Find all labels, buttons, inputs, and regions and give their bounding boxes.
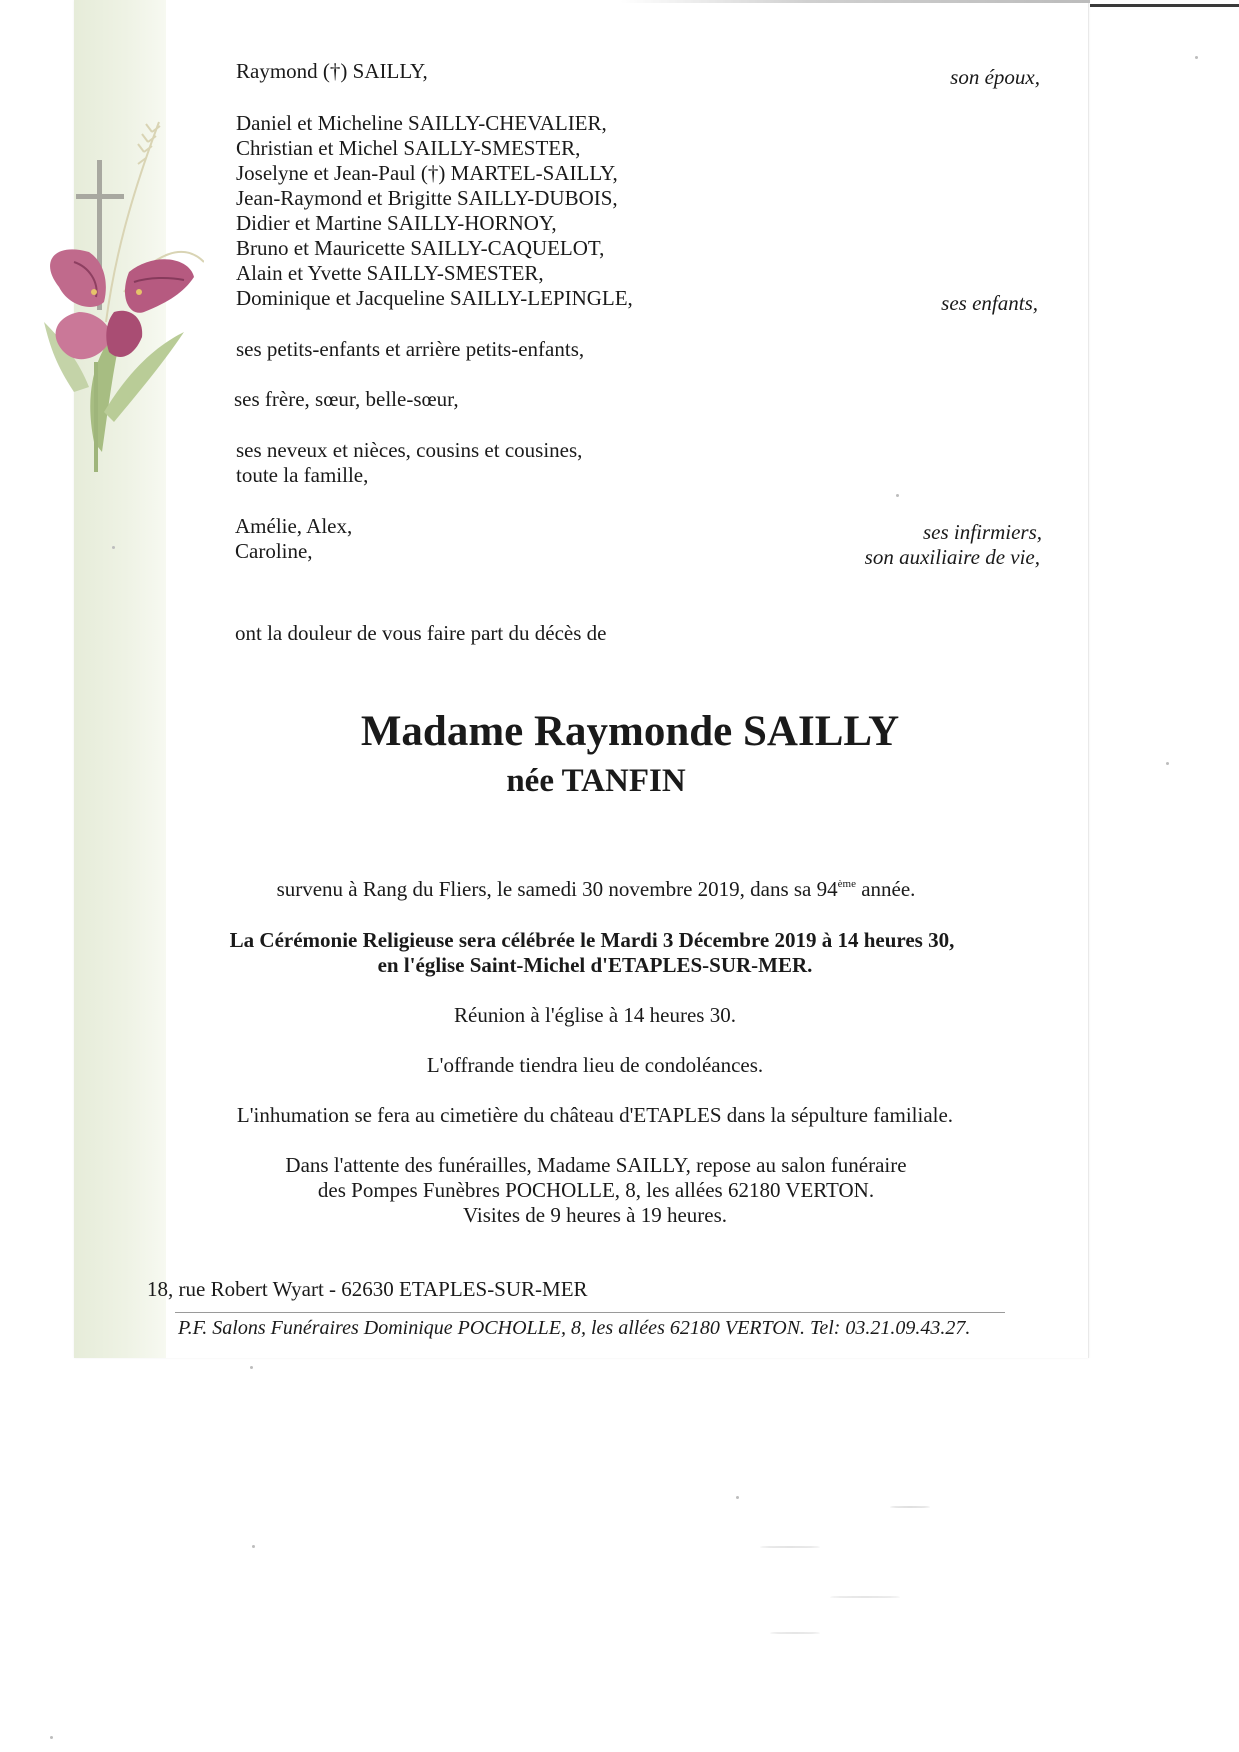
cross-and-lilies-illustration: [34, 112, 204, 472]
ceremony-line-2: en l'église Saint-Michel d'ETAPLES-SUR-MER.: [377, 953, 813, 977]
scan-edge-line: [620, 0, 1090, 3]
child-line: Dominique et Jacqueline SAILLY-LEPINGLE,: [236, 286, 633, 310]
funeral-home-line: P.F. Salons Funéraires Dominique POCHOLLE, 8, les allées 62180 VERTON. Tel: 03.21.09.43.27.: [178, 1317, 971, 1339]
scan-speck: [50, 1736, 53, 1739]
death-line: [76, 877, 1116, 902]
child-line: Bruno et Mauricette SAILLY-CAQUELOT,: [236, 236, 605, 260]
spouse-role: son époux,: [950, 65, 1040, 89]
visits-line: Visites de 9 heures à 19 heures.: [462, 1203, 728, 1227]
ceremony-line-1: La Cérémonie Religieuse sera célébrée le Mardi 3 Décembre 2019 à 14 heures 30,: [229, 928, 955, 952]
children-role: ses enfants,: [941, 291, 1038, 315]
rest-line-2: des Pompes Funèbres POCHOLLE, 8, les allées 62180 VERTON.: [317, 1178, 875, 1202]
whole-family-line: toute la famille,: [236, 463, 369, 487]
scan-speck: [760, 1546, 820, 1548]
death-line-superscript: ème: [837, 878, 856, 890]
spouse-name: Raymond (†) SAILLY,: [236, 59, 428, 83]
scan-speck: [112, 546, 115, 549]
nephews-line: ses neveux et nièces, cousins et cousines,: [236, 438, 583, 462]
child-line: Jean-Raymond et Brigitte SAILLY-DUBOIS,: [236, 186, 618, 210]
carer-line: Amélie, Alex,: [235, 514, 353, 538]
scan-speck: [736, 1496, 739, 1499]
scan-speck: [1166, 762, 1169, 765]
scan-speck: [890, 1506, 930, 1508]
scan-speck: [770, 1632, 820, 1634]
footer-divider: [175, 1312, 1005, 1313]
carers-role-nurses: ses infirmiers,: [922, 520, 1042, 544]
scan-speck: [250, 1366, 253, 1369]
deceased-maiden-name: née TANFIN: [506, 763, 686, 799]
deceased-name: Madame Raymonde SAILLY: [360, 708, 900, 755]
meeting-line: Réunion à l'église à 14 heures 30.: [454, 1003, 736, 1027]
siblings-line: ses frère, sœur, belle-sœur,: [234, 387, 459, 411]
scan-speck: [1195, 56, 1198, 59]
scan-speck: [252, 1545, 255, 1548]
family-address: 18, rue Robert Wyart - 62630 ETAPLES-SUR-MER: [147, 1277, 588, 1301]
announcement-line: ont la douleur de vous faire part du décès de: [235, 621, 607, 645]
carer-line: Caroline,: [235, 539, 313, 563]
scan-edge-line-dark: [1090, 4, 1239, 7]
death-line-end: année.: [855, 877, 916, 901]
scan-speck: [896, 494, 899, 497]
child-line: Didier et Martine SAILLY-HORNOY,: [236, 211, 557, 235]
child-line: Christian et Michel SAILLY-SMESTER,: [236, 136, 581, 160]
death-line-text: survenu à Rang du Fliers, le samedi 30 novembre 2019, dans sa 94: [276, 877, 838, 901]
offering-line: L'offrande tiendra lieu de condoléances.: [426, 1053, 764, 1077]
rest-line-1: Dans l'attente des funérailles, Madame SAILLY, repose au salon funéraire: [285, 1153, 907, 1177]
burial-line: L'inhumation se fera au cimetière du château d'ETAPLES dans la sépulture familiale.: [236, 1103, 954, 1127]
child-line: Alain et Yvette SAILLY-SMESTER,: [236, 261, 544, 285]
scan-speck: [830, 1596, 900, 1598]
grandchildren-line: ses petits-enfants et arrière petits-enfants,: [236, 337, 585, 361]
carers-role-assistant: son auxiliaire de vie,: [864, 545, 1040, 569]
child-line: Daniel et Micheline SAILLY-CHEVALIER,: [236, 111, 607, 135]
child-line: Joselyne et Jean-Paul (†) MARTEL-SAILLY,: [236, 161, 618, 185]
